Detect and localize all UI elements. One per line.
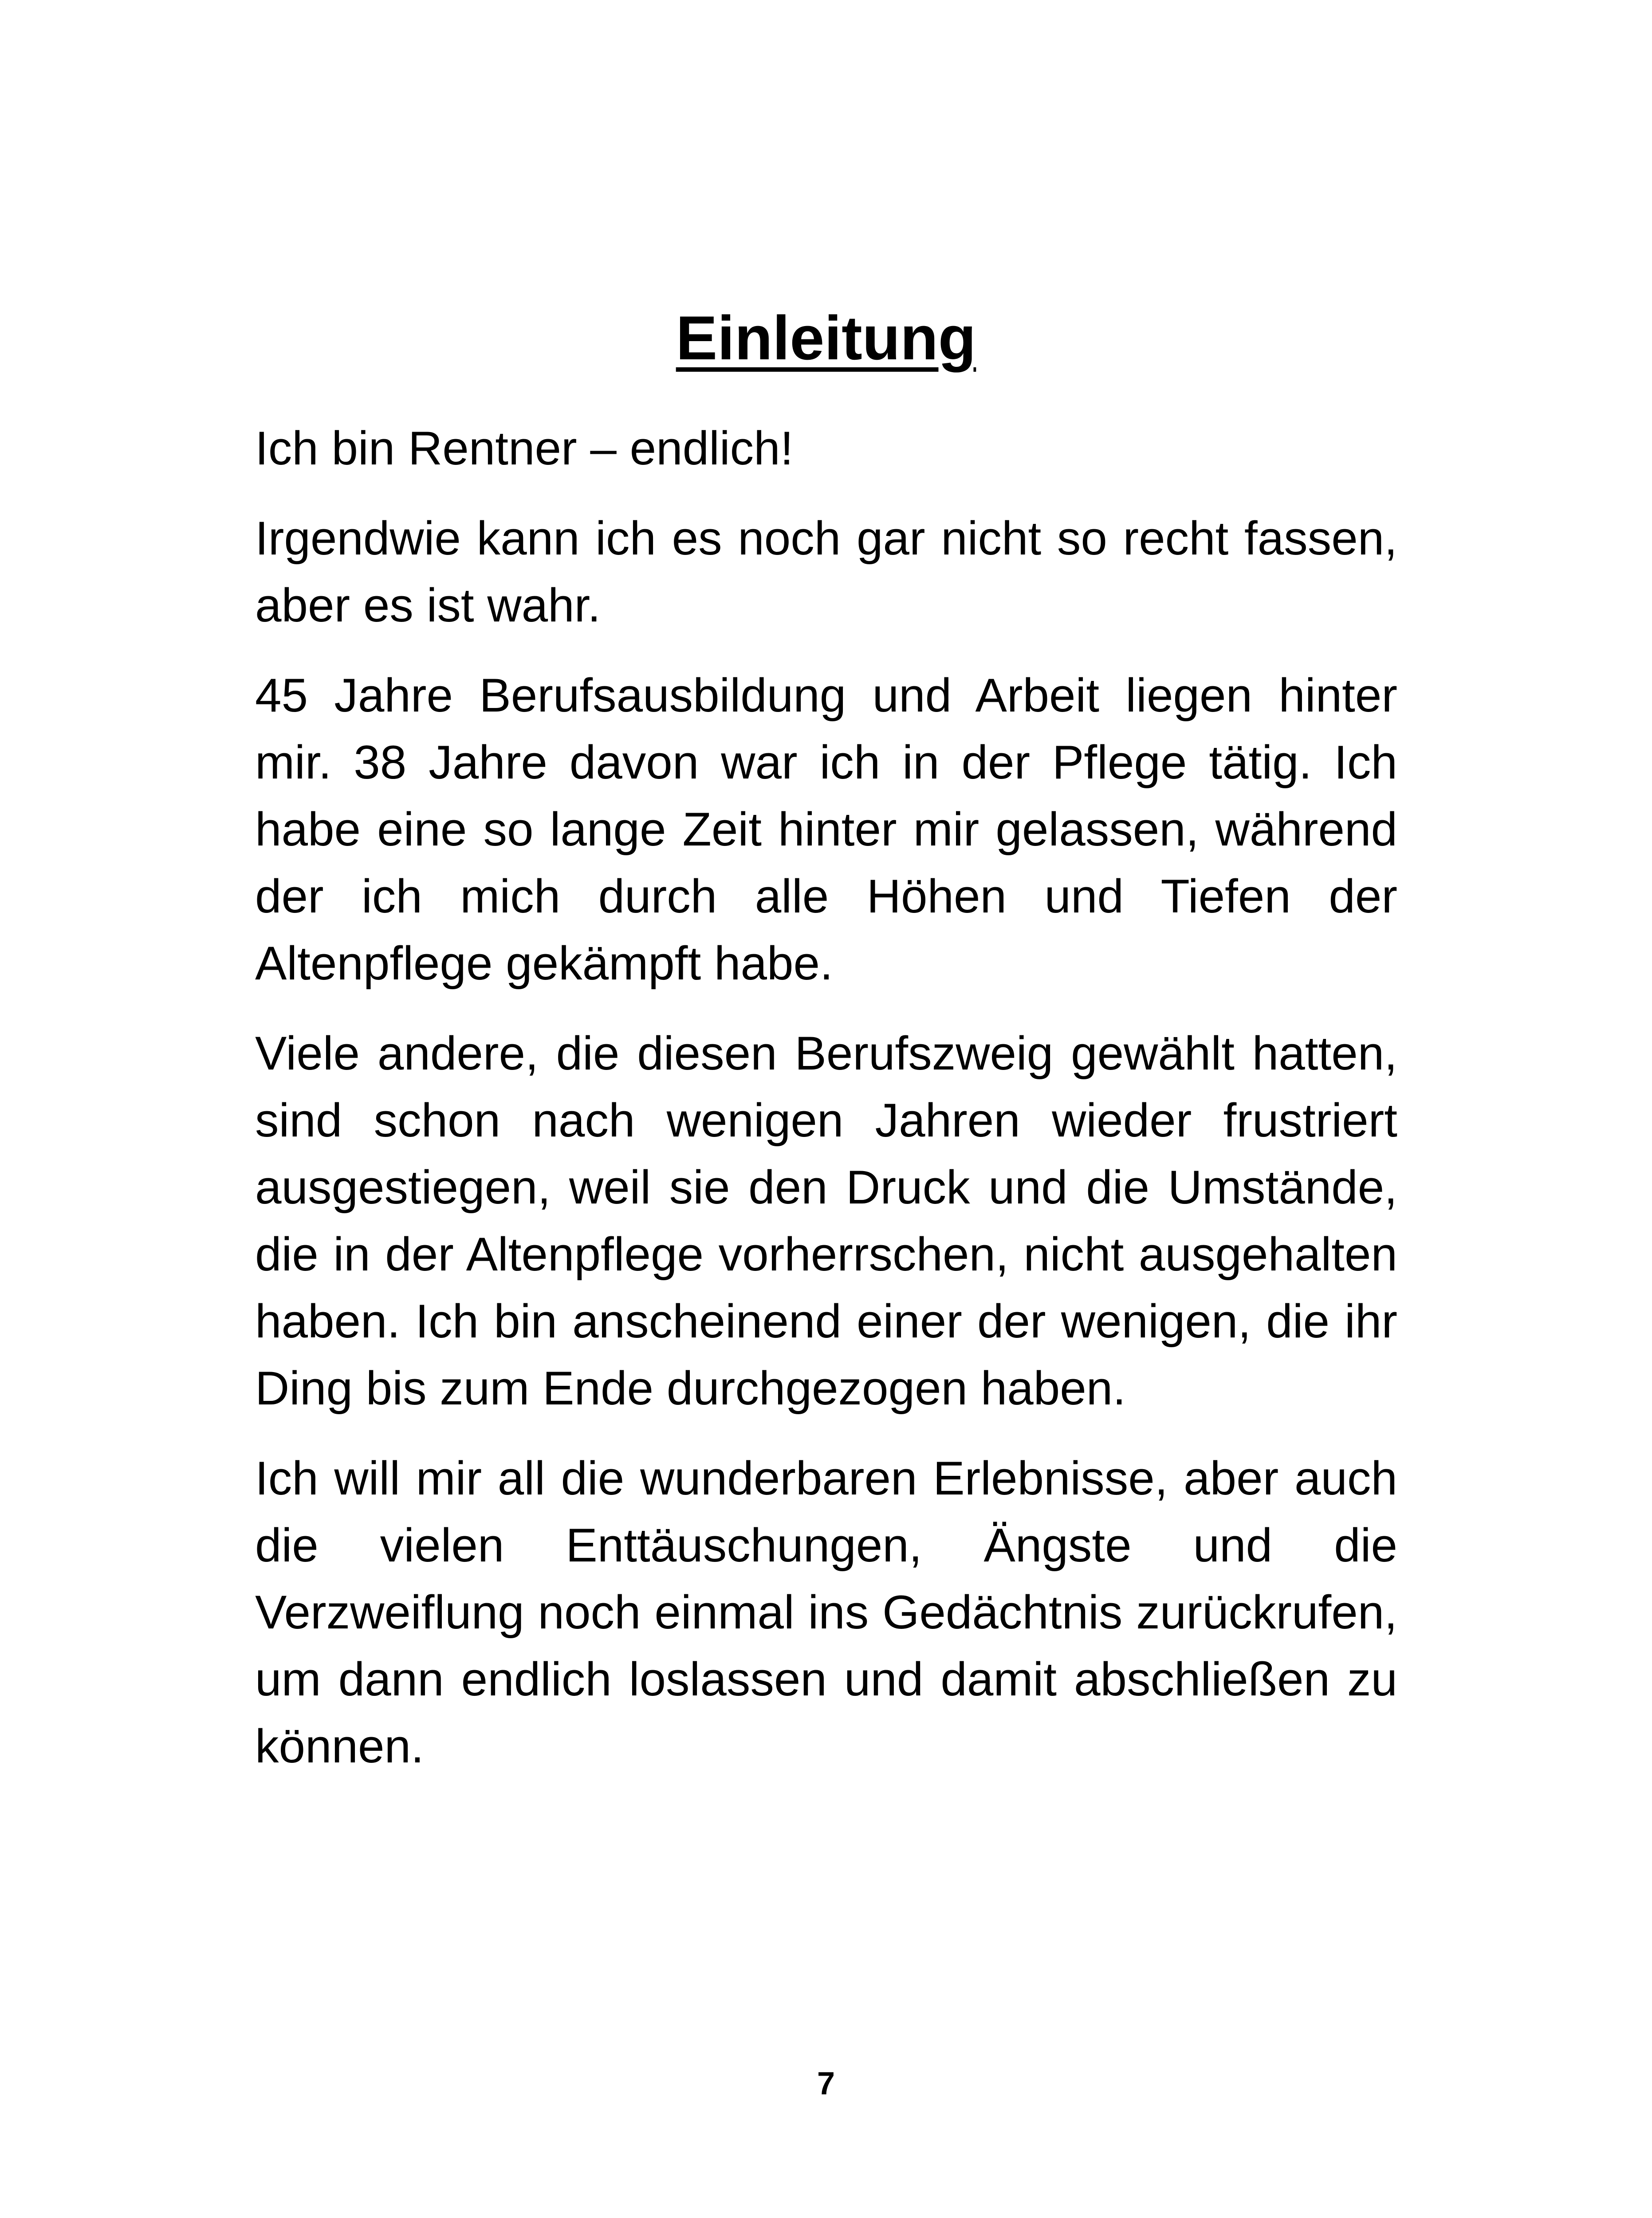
chapter-title [0, 303, 1652, 374]
paragraph-2: Irgendwie kann ich es noch gar nicht so recht fassen, aber es ist wahr. [255, 511, 1397, 632]
paragraph-5: Ich will mir all die wunderbaren Erlebnisse, aber auch die vielen Enttäuschungen, Ängste und die Verzweiflung noch einmal ins Gedächtnis zurückrufen, um dann endlich loslassen und damit abschließen zu können. [255, 1451, 1397, 1773]
chapter-title-text: Einleitung [676, 303, 976, 373]
page-number: 7 [817, 2066, 835, 2101]
chapter-body [255, 415, 1397, 1803]
paragraph-1: Ich bin Rentner – endlich! [255, 421, 794, 475]
paragraph-3: 45 Jahre Berufsausbildung und Arbeit liegen hinter mir. 38 Jahre davon war ich in der Pflege tätig. Ich habe eine so lange Zeit hinter mir gelassen, während der ich mich durch alle Höhen und Tiefen der Altenpflege gekämpft habe. [255, 669, 1397, 990]
paragraph-4: Viele andere, die diesen Berufszweig gewählt hatten, sind schon nach wenigen Jahren wieder frustriert ausgestiegen, weil sie den Druck und die Umstände, die in der Altenpflege vorherrschen, nicht ausgehalten haben. Ich bin anscheinend einer der wenigen, die ihr Ding bis zum Ende durchgezogen haben. [255, 1026, 1397, 1415]
